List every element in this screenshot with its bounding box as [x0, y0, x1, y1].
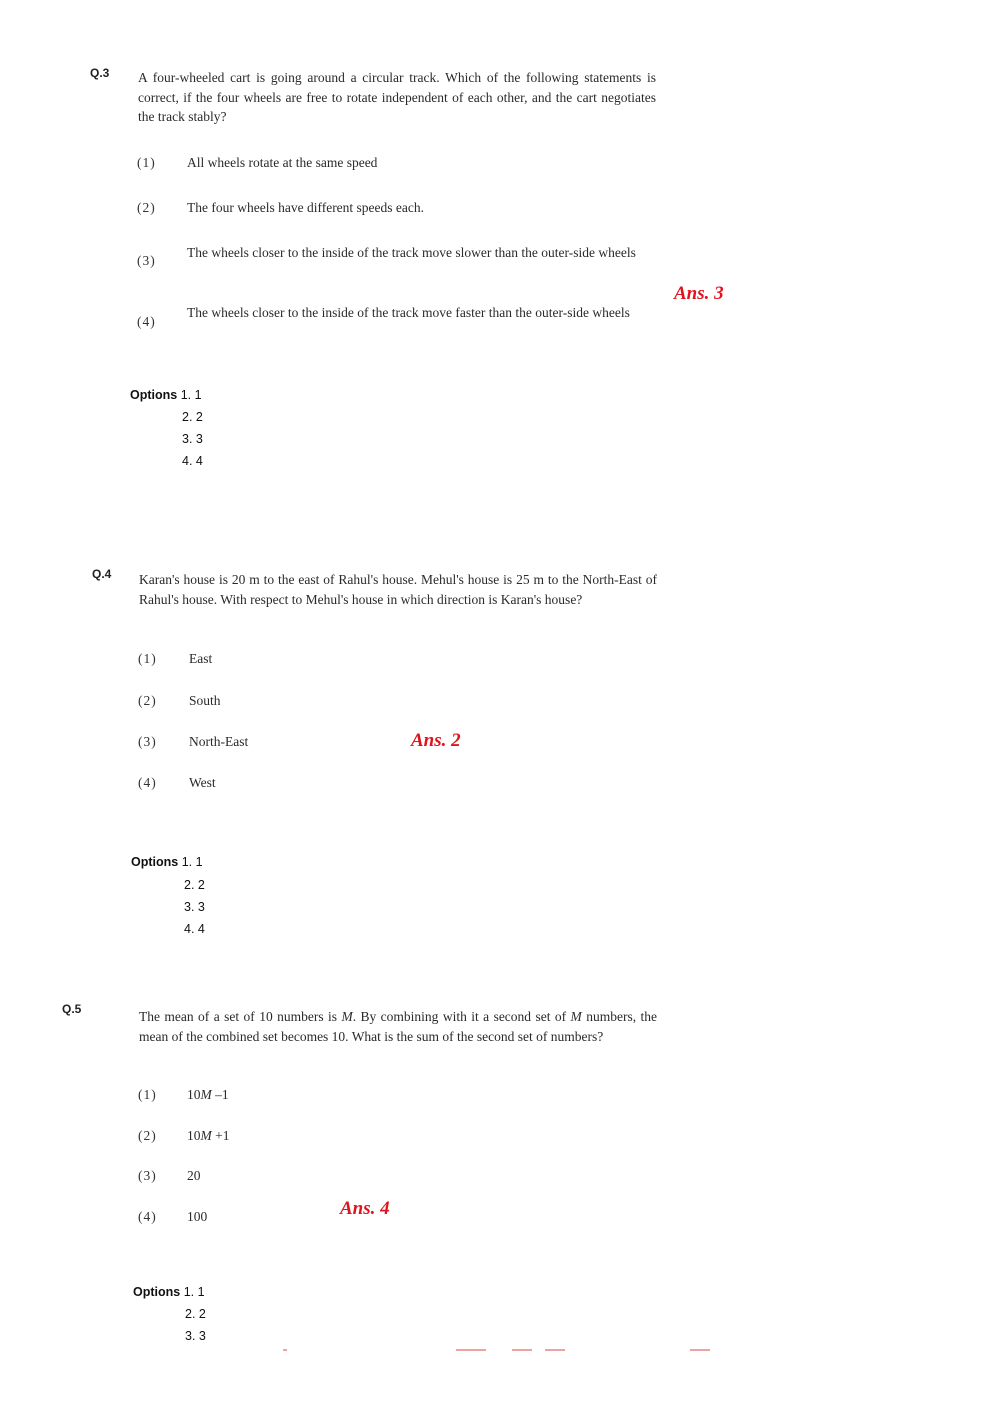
stem-part: . By combining with it a second set of — [352, 1009, 571, 1024]
math-variable: M — [341, 1009, 353, 1024]
watermark-remnant — [0, 1345, 992, 1355]
question-number: Q.5 — [62, 1002, 82, 1016]
choice-number: (3) — [138, 734, 157, 749]
choice-part: 10 — [187, 1128, 201, 1143]
choice-text: The four wheels have different speeds each. — [187, 200, 425, 215]
options-block — [133, 1285, 205, 1299]
options-label: Options — [130, 388, 178, 402]
options-block — [131, 855, 203, 869]
choice-text: 20 — [187, 1168, 201, 1183]
choice-number: (4) — [138, 775, 157, 790]
option-item: 2. 2 — [182, 410, 203, 424]
choice-number: (4) — [138, 1209, 157, 1224]
option-item: 4. 4 — [182, 454, 203, 468]
question-number: Q.3 — [90, 66, 110, 80]
option-item: 2. 2 — [184, 878, 205, 892]
option-item: 3. 3 — [184, 900, 205, 914]
question-stem: A four-wheeled cart is going around a circular track. Which of the following statements is correct, if the four wheels are free to rotate independent of each other, and the cart negotiates the track stably? — [138, 70, 656, 124]
math-variable: M — [200, 1128, 212, 1143]
choice-text — [187, 1085, 229, 1105]
question-stem — [139, 1007, 657, 1046]
choice-text: 100 — [187, 1209, 208, 1224]
choice-number: (2) — [138, 693, 157, 708]
choice-number: (2) — [138, 1128, 157, 1143]
option-item: 1. 1 — [181, 855, 203, 869]
answer-label: Ans. 4 — [340, 1198, 390, 1219]
math-variable: M — [200, 1087, 212, 1102]
options-label: Options — [133, 1285, 181, 1299]
choice-number: (1) — [138, 651, 157, 666]
choice-text: The wheels closer to the inside of the track move slower than the outer-side wheels — [187, 245, 636, 260]
option-item: 1. 1 — [180, 388, 202, 402]
choice-text: West — [189, 775, 216, 790]
question-number: Q.4 — [92, 567, 112, 581]
choice-text: The wheels closer to the inside of the track move faster than the outer-side wheels — [187, 305, 630, 320]
choice-text: All wheels rotate at the same speed — [187, 155, 378, 170]
stem-part: The mean of a set of 10 numbers is — [139, 1009, 342, 1024]
option-item: 4. 4 — [184, 922, 205, 936]
choice-number: (4) — [137, 314, 156, 329]
choice-number: (3) — [138, 1168, 157, 1183]
choice-part: –1 — [211, 1087, 229, 1102]
choice-text: East — [189, 651, 213, 666]
option-item: 3. 3 — [185, 1329, 206, 1343]
choice-number: (1) — [138, 1087, 157, 1102]
option-item: 1. 1 — [183, 1285, 205, 1299]
stem-part: numbers, the mean of the combined set becomes 10. What is the sum of the second set of numbers? — [139, 1009, 657, 1044]
choice-text: North-East — [189, 734, 249, 749]
choice-text — [187, 1126, 230, 1146]
option-item: 2. 2 — [185, 1307, 206, 1321]
math-variable: M — [570, 1009, 582, 1024]
choice-text: South — [189, 693, 221, 708]
question-stem: Karan's house is 20 m to the east of Rahul's house. Mehul's house is 25 m to the North-East of Rahul's house. With respect to Mehul's house in which direction is Karan's house? — [139, 572, 657, 607]
choice-part: +1 — [211, 1128, 230, 1143]
choice-number: (2) — [137, 200, 156, 215]
options-label: Options — [131, 855, 179, 869]
choice-number: (3) — [137, 253, 156, 268]
answer-label: Ans. 2 — [411, 730, 461, 751]
choice-number: (1) — [137, 155, 156, 170]
answer-label: Ans. 3 — [674, 283, 724, 304]
choice-part: 10 — [187, 1087, 201, 1102]
option-item: 3. 3 — [182, 432, 203, 446]
options-block — [130, 388, 202, 402]
